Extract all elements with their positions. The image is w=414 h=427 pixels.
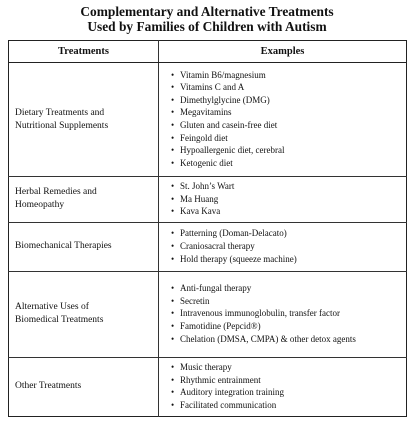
example-item: • Vitamin B6/magnesium [171,69,402,82]
examples-list [159,279,406,349]
treatments-table [8,40,407,417]
treatment-cell [9,222,159,271]
example-item: • Gluten and casein-free diet [171,119,402,132]
examples-cell [159,177,407,223]
example-item: • Famotidine (Pepcid®) [171,320,402,333]
table-row [9,222,407,271]
example-item: • Rhythmic entrainment [171,374,402,387]
treatment-name [9,301,158,327]
examples-list [159,224,406,269]
example-item: • Vitamins C and A [171,81,402,94]
treatment-name [9,107,158,133]
example-item: • Hold therapy (squeeze machine) [171,253,402,266]
example-item: • Intravenous immunoglobulin, transfer factor [171,307,402,320]
title-line-1: Complementary and Alternative Treatments [80,4,334,19]
column-header-examples: Examples [159,41,407,63]
example-item: • Chelation (DMSA, CMPA) & other detox agents [171,333,402,346]
treatment-name-line: Homeopathy [15,200,65,211]
examples-list [159,177,406,222]
examples-cell [159,222,407,271]
table-row [9,271,407,357]
treatment-name [9,240,158,253]
example-item: • Secretin [171,295,402,308]
examples-cell [159,271,407,357]
example-item: • Auditory integration training [171,386,402,399]
treatment-cell [9,177,159,223]
treatment-name-line: Biomechanical Therapies [15,241,112,252]
treatment-name-line: Herbal Remedies and [15,187,97,198]
example-item: • Feingold diet [171,132,402,145]
example-item: • Megavitamins [171,106,402,119]
treatment-cell [9,357,159,416]
example-item: • Hypoallergenic diet, cerebral [171,144,402,157]
table-row [9,177,407,223]
table-row [9,63,407,177]
table-title [8,4,406,34]
example-item: • Craniosacral therapy [171,240,402,253]
treatment-name [9,186,158,212]
example-item: • Dimethylglycine (DMG) [171,94,402,107]
treatment-cell [9,63,159,177]
example-item: • Facilitated communication [171,399,402,412]
treatment-name-line: Other Treatments [15,381,82,392]
example-item: • Kava Kava [171,205,402,218]
column-header-treatments: Treatments [9,41,159,63]
treatment-name-line: Alternative Uses of [15,302,89,313]
examples-cell [159,63,407,177]
example-item: • St. John’s Wart [171,180,402,193]
treatment-name-line: Nutritional Supplements [15,120,109,131]
treatment-name [9,380,158,393]
treatment-name-line: Biomedical Treatments [15,315,104,326]
example-item: • Music therapy [171,361,402,374]
title-line-2: Used by Families of Children with Autism [87,19,327,34]
treatment-name-line: Dietary Treatments and [15,107,105,118]
examples-cell [159,357,407,416]
treatment-cell [9,271,159,357]
example-item: • Ma Huang [171,193,402,206]
examples-list [159,66,406,174]
table-header-row [9,41,407,63]
example-item: • Ketogenic diet [171,157,402,170]
example-item: • Anti-fungal therapy [171,282,402,295]
examples-list [159,358,406,415]
table-row [9,357,407,416]
example-item: • Patterning (Doman-Delacato) [171,227,402,240]
